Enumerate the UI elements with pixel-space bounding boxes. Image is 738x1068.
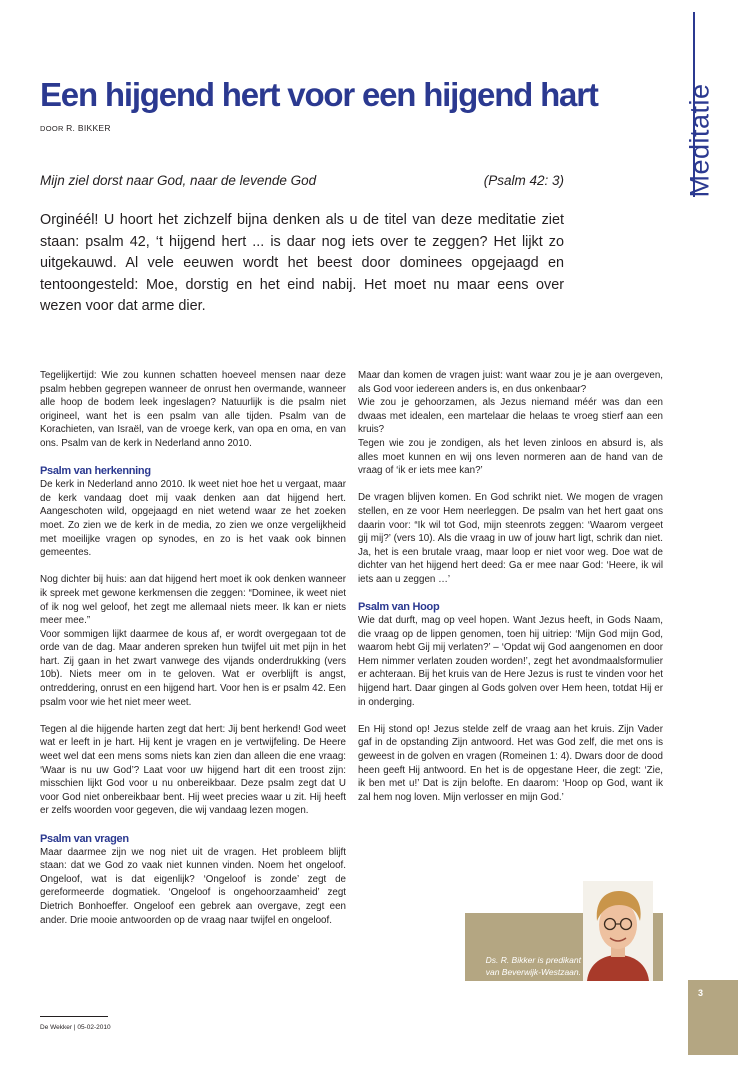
paragraph: Wie zou je gehoorzamen, als Jezus niemand méér was dan een dwaas met idealen, een martelaar die helaas te vroeg stierf aan een kruis? bbox=[358, 397, 663, 436]
verse-reference: (Psalm 42: 3) bbox=[483, 173, 564, 188]
caption-line: Ds. R. Bikker is predikant bbox=[485, 955, 581, 965]
paragraph: Maar dan komen de vragen juist: want waar zou je je aan overgeven, als God voor iedereen anders is, en dus onkenbaar? bbox=[358, 370, 663, 395]
page-number: 3 bbox=[698, 988, 704, 998]
paragraph: Tegen wie zou je zondigen, als het leven zinloos en absurd is, als alles moet kunnen en wij ons leven normeren aan de hand van de vraag of ‘ik er iets mee kan?’ bbox=[358, 437, 663, 477]
byline bbox=[40, 123, 111, 133]
section-heading: Psalm van Hoop bbox=[358, 601, 440, 614]
paragraph: En Hij stond op! Jezus stelde zelf de vraag aan het kruis. Zijn Vader gaf in de opstanding Zijn antwoord. Het was God zelf, die met ons is geweest in de golven en vragen (Romeinen 1: 4). Dwars door de dood heen geeft Hij antwoord. En het is de opgestane Heer, die zegt: ‘Zie, ik ben met u!’ Dat is zijn belofte. En daarom: ‘Hoop op God, want ik zal hem nog loven. Mijn verlosser en mijn God.’ bbox=[358, 723, 663, 803]
section-label-text: Meditatie bbox=[684, 82, 715, 198]
section-label bbox=[670, 80, 730, 200]
intro-paragraph: Orginéél! U hoort het zichzelf bijna denken als u de titel van deze meditatie ziet staan: psalm 42, ‘t hijgend hert ... is daar nog iets over te zeggen? Het lijkt zo uitgekauwd. Al vele eeuwen wordt het beest door dominees opgejaagd en tentoongesteld: Moe, dorstig en het eind nabij. Het moet nu maar eens over wezen voor dat arme dier. bbox=[40, 212, 564, 314]
paragraph: Maar daarmee zijn we nog niet uit de vragen. Het probleem blijft staan: dat we God zo vaak niet kunnen vinden. Noem het ongeloof. Ongeloof, wat is dat eigenlijk? ‘Ongeloof is zonde’ zegt de gereformeerde dogmatiek. ‘Ongeloof is ongehoorzaamheid’ zegt Dietrich Bonhoeffer. Ongeloof een gebrek aan overgave, zegt een ander. Drie mooie antwoorden op de vraag naar twijfel en ongeloof. bbox=[40, 846, 346, 926]
paragraph: De kerk in Nederland anno 2010. Ik weet niet hoe het u vergaat, maar de kerk vandaag doet mij vaak denken aan dat hijgend hert. Aangeschoten wild, opgejaagd en niet wetend waar ze het zoeken moet. Zo zien we de kerk in de media, zo zien we onze vergelijkheid met moeilijke vragen op synodes, en zo is het vaak ook binnen gemeentes. bbox=[40, 479, 346, 559]
paragraph: De vragen blijven komen. En God schrikt niet. We mogen de vragen stellen, en ze voor Hem neerleggen. De psalm van het hert gaat ons daarin voor: “Ik wil tot God, mijn steenrots zeggen: ‘Waarom vergeet gij mij?’ (vers 10). Als die vraag in uw of jouw hart ligt, schrik dan niet. Ja, het is een brutale vraag, maar loop er niet voor weg. Doe wat de dichter van het hijgend hert deed: Ga er mee naar God: ‘Heere, ik wil iets aan u zeggen …’ bbox=[358, 492, 663, 585]
section-heading: Psalm van vragen bbox=[40, 832, 129, 845]
left-column bbox=[40, 369, 346, 941]
author-portrait bbox=[583, 881, 653, 981]
paragraph: Nog dichter bij huis: aan dat hijgend hert moet ik ook denken wanneer ik spreek met gewone kerkmensen die zeggen: “Dominee, ik weet niet of ik nog wel geloof, het zegt me allemaal niets meer. Ik kan er niets meer mee.” bbox=[40, 574, 346, 627]
caption-line: van Beverwijk-Westzaan. bbox=[485, 967, 581, 977]
verse-quote bbox=[40, 173, 564, 188]
article-title: Een hijgend hert voor een hijgend hart bbox=[40, 76, 598, 113]
paragraph: Tegelijkertijd: Wie zou kunnen schatten hoeveel mensen naar deze psalm hebben gegrepen wanneer de onrust hen overmande, wanneer alle hoop de bodem leek ingeslagen? Natuurlijk is die psalm niet origineel, want het is een psalm van alle tijden. Psalm van de Korachieten, van Israël, van de vroege kerk, van opa en oma, en van ons. Psalm van de kerk in Nederland anno 2010. bbox=[40, 370, 346, 449]
footer-text: De Wekker | 05-02-2010 bbox=[40, 1024, 111, 1031]
photo-caption bbox=[475, 954, 581, 978]
page-number-box bbox=[688, 980, 738, 1055]
right-column bbox=[358, 369, 663, 818]
byline-author: R. BIKKER bbox=[66, 123, 111, 133]
footer-rule bbox=[40, 1016, 108, 1017]
paragraph: Wie dat durft, mag op veel hopen. Want Jezus heeft, in Gods Naam, die vraag op de lippen genomen, toen hij uitriep: ‘Mijn God mijn God, waarom hebt Gij mij verlaten?’ – ‘Opdat wij God aangenomen en door Hem nimmer verlaten zouden worden!’, zegt het avondmaalsformulier er achteraan. Bij het kruis van de Here Jezus is rust te vinden voor het hijgend hart. Daar gingen al Gods golven over Hem heen, totdat Hij er in onderging. bbox=[358, 615, 663, 708]
paragraph: Voor sommigen lijkt daarmee de kous af, er wordt overgegaan tot de orde van de dag. Maar anderen spreken hun twijfel uit met pijn in het hart. Zij gaan in het zwart vanwege des vijands onderdrukking (vers 10b). Niets meer om in te geloven. Wat er overblijft is angst, ontreddering, onrust en een hijgend hart. Voor hen is er psalm 42. Een psalm voor wie het niet meer weet. bbox=[40, 628, 346, 708]
section-heading: Psalm van herkenning bbox=[40, 465, 151, 478]
verse-text: Mijn ziel dorst naar God, naar de levende God bbox=[40, 173, 317, 188]
byline-prefix: DOOR bbox=[40, 124, 64, 133]
paragraph: Tegen al die hijgende harten zegt dat hert: Jij bent herkend! God weet wat er leeft in je hart. Hij kent je vragen en je vertwijfeling. De Heere weet wel dat een mens soms niets kan zien dan alleen die ene vraag: ‘Waar is nu uw God’? Laat voor uw hijgend hart dit een troost zijn: misschien lijkt God voor u nu onbereikbaar. Deze psalm zegt dat U voor God niet onbereikbaar bent. Hij weet precies waar u zit. Hij heeft er zelfs woorden voor gegeven, die wij vandaag lezen mogen. bbox=[40, 723, 346, 817]
